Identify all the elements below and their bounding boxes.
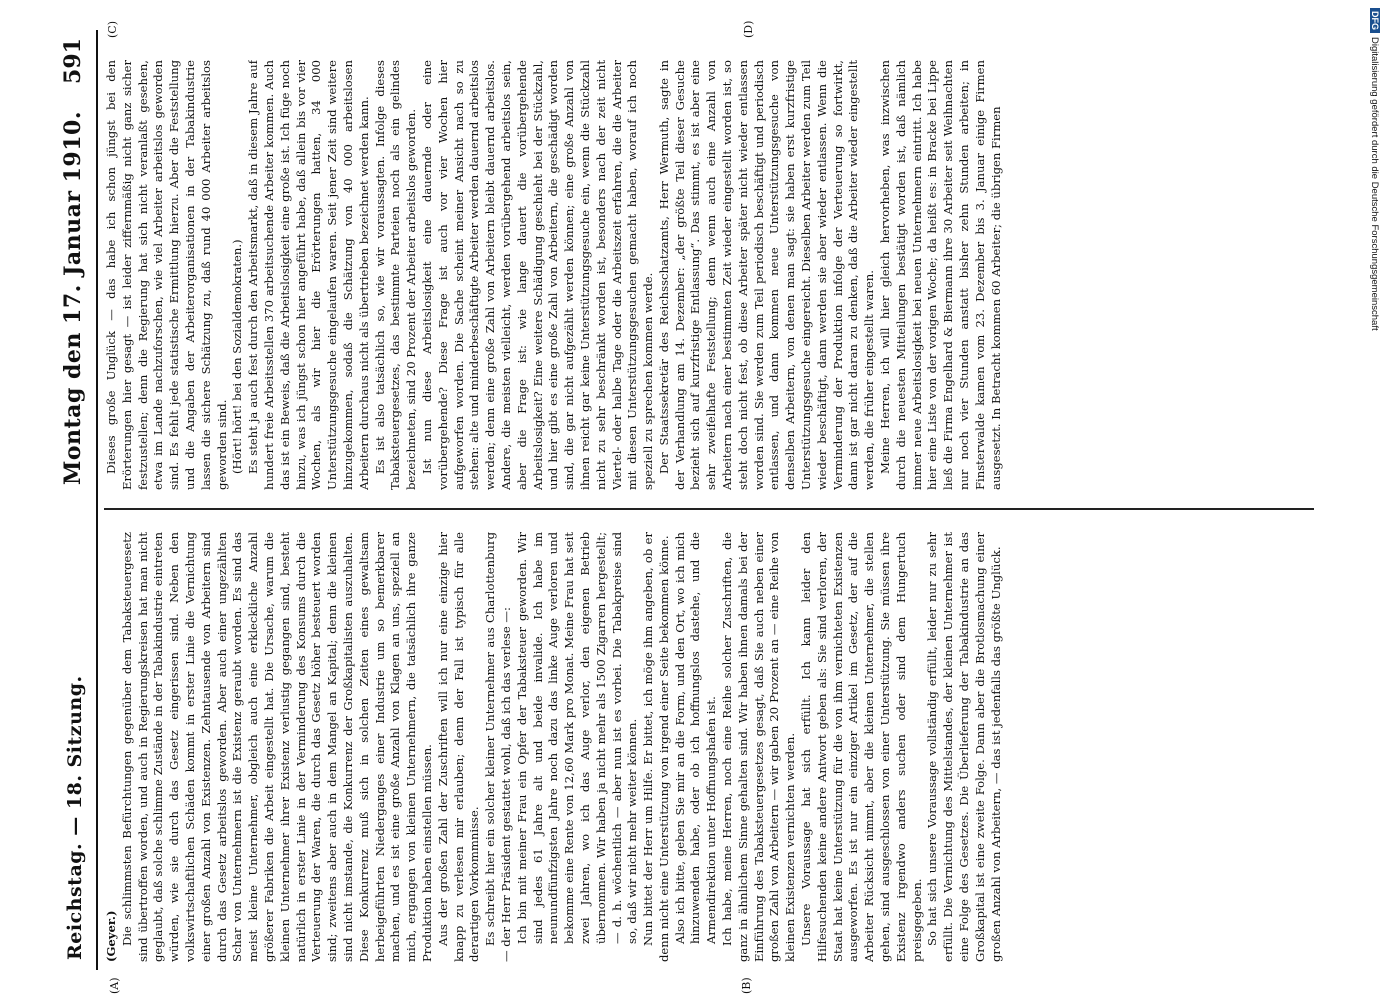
- paragraph: Der Staatssekretär des Reichsschatzamts, Herr Wermuth, sagte in der Verhandlung am 14. Dezember: „der größte Teil dieser Gesuche bezieht sich auf kurzfristige Entlassung“. Das stimmt, es ist aber eine sehr zweifelhafte Feststellung; denn wenn auch eine Anzahl von Arbeitern nach einer bestimmten Zeit wieder eingestellt worden ist, so steht doch nicht fest, ob diese Arbeiter später nicht wieder entlassen worden sind. Sie werden zum Teil periodisch beschäftigt und periodisch entlassen, und dann kommen neue Unterstützungsgesuche von denselben Arbeitern, von denen man sagt: sie haben erst kurzfristige Unterstützungsgesuche eingereicht. Dieselben Arbeiter werden zum Teil wieder beschäftigt, dann werden sie aber wieder entlassen. Wenn die Verminderung der Produktion infolge der Verteuerung so fortwirkt, dann ist gar nicht daran zu denken, daß die Arbeiter wieder eingestellt werden, die früher eingestellt waren.: [656, 60, 877, 490]
- scanned-page: [46, 20, 1336, 994]
- header-session: Reichstag. — 18. Sitzung.: [64, 675, 86, 960]
- page-number: 591: [60, 38, 86, 84]
- column-divider: [104, 509, 1314, 511]
- margin-marker-d: (D): [742, 20, 755, 38]
- quoted-letter: Ich bin mit meiner Frau ein Opfer der Tabaksteuer geworden. Wir sind jedes 61 Jahre alt und beide invalide. Ich habe im neunundfünfzigsten Jahre noch dazu das linke Auge verloren und bekomme eine Rente von 12,60 Mark pro Monat. Meine Frau hat seit zwei Jahren, wo ich das Auge verlor, den eigenen Betrieb übernommen. Wir haben ja nicht mehr als 1500 Zigarren hergestellt; — d. h. wöchentlich — aber nun ist es vorbei. Die Tabakpreise sind so, daß wir nicht mehr weiter können.: [514, 532, 640, 944]
- quoted-letter: Also ich bitte, geben Sie mir an die Form, und den Ort, wo ich mich hinzuwenden habe, oder ob ich hoffnungslos dastehe, und die Armendirektion unter Hoffnungshafen ist.: [672, 532, 719, 944]
- paragraph: Die schlimmsten Befürchtungen gegenüber dem Tabaksteuergesetz sind übertroffen worden, und auch in Regierungskreisen hat man nicht geglaubt, daß solche schlimme Zustände in der Tabakindustrie eintreten würden, wie sie durch das Gesetz eingerissen sind. Neben den volkswirtschaftlichen Schäden kommt in erster Linie die Vernichtung einer großen Anzahl von Existenzen. Zehntausende von Arbeitern sind durch das Gesetz arbeitslos geworden. Aber auch einer ungezählten Schar von Unternehmern ist die Existenz geraubt worden. Es sind das meist kleine Unternehmer, obgleich auch eine erkleckliche Anzahl größerer Fabriken die Arbeit eingestellt hat. Die Ursache, warum die kleinen Unternehmer ihrer Existenz verlustig gegangen sind, besteht natürlich in erster Linie in der Verminderung des Konsums durch die Verteuerung der Waren, die durch das Gesetz höher besteuert worden sind; zweitens aber auch in dem Mangel an Kapital; denn die kleinen sind nicht imstande, die Konkurrenz der Großkapitalisten auszuhalten. Diese Konkurrenz muß sich in solchen Zeiten eines gewaltsam herbeigeführten Niederganges einer Industrie um so bemerkbarer machen, und es ist eine große Anzahl von Klagen an uns, speziell an mich, ergangen von kleinen Unternehmern, die tatsächlich ihre ganze Produktion haben einstellen müssen.: [119, 532, 434, 962]
- paragraph: Dieses große Unglück — das habe ich schon jüngst bei den Erörterungen hier gesagt — ist leider ziffernmäßig nicht ganz sicher festzustellen; denn die Regierung hat sich nicht veranlaßt gesehen, etwa im Lande nachzuforschen, wie viel Arbeiter arbeitslos geworden sind. Es fehlt jede statistische Ermittlung hierzu. Aber die Feststellung und die Angaben der Arbeiterorganisationen in der Tabakindustrie lassen die sichere Schätzung zu, daß rund 40 000 Arbeiter arbeitslos geworden sind.: [104, 60, 229, 490]
- header-rule: [96, 30, 98, 970]
- interjection: (Hört! hört! bei den Sozialdemokraten.): [230, 239, 245, 474]
- left-text-column: [104, 532, 1319, 962]
- paragraph: Aus der großen Zahl der Zuschriften will ich nur eine einzige hier knapp zu verlesen mir erlauben; denn der Fall ist typisch für alle derartigen Vorkommnisse.: [435, 532, 482, 962]
- paragraph: Ist nun diese Arbeitslosigkeit eine dauernde oder eine vorübergehende? Diese Frage ist auch vor vier Wochen hier aufgeworfen worden. Die Sache scheint meiner Ansicht nach so zu stehen: alte und minderbeschäftigte Arbeiter werden dauernd arbeitslos werden; denn eine große Zahl von Arbeitern bleibt dauernd arbeitslos. Andere, die meisten vielleicht, werden vorübergehend arbeitslos sein, aber die Frage ist: wie lange dauert die vorübergehende Arbeitslosigkeit? Eine weitere Schädigung geschieht bei der Stückzahl, und hier gibt es eine große Zahl von Arbeitern, die geschädigt worden sind, die gar nicht aufgezählt werden können; eine große Anzahl von ihnen reicht gar keine Unterstützungsgesuche ein, wenn die Stückzahl nicht zu sehr beschränkt worden ist, besonders nach der zeit nicht Viertel- oder halbe Tage oder die Arbeitszeit erfahren, die die Arbeiter mit diesen Unterstützungsgesuchen gemacht haben, worauf ich noch speziell zu sprechen kommen werde.: [419, 60, 656, 490]
- credit-label: Digitalisierung gefördert durch die Deutsche Forschungsgemeinschaft: [1369, 37, 1380, 331]
- paragraph: Nun bittet der Herr um Hilfe. Er bittet, ich möge ihm angeben, ob er denn nicht eine Unterstützung von irgend einer Seite bekommen könne.: [641, 532, 671, 962]
- margin-marker-b: (B): [740, 977, 753, 994]
- right-text-column: [104, 60, 1319, 490]
- header-date: Montag den 17. Januar 1910.: [60, 111, 86, 485]
- paragraph: Es ist also tatsächlich so, wie wir voraussagten. Infolge dieses Tabaksteuergesetzes, das bestimmte Parteien noch als ein gelindes bezeichneten, sind 20 Prozent der Arbeiter arbeitslos geworden.: [372, 60, 419, 490]
- paragraph: Meine Herren, ich will hier gleich hervorheben, was inzwischen durch die neuesten Mitteilungen bestätigt worden ist, daß nämlich immer neue Arbeitslosigkeit bei neuen Unternehmern eintritt. Ich habe hier eine Liste von der vorigen Woche; da heißt es: in Bracke bei Lippe ließ die Firma Engelhard & Biermann ihre 30 Arbeiter seit Weihnachten nur noch vier Stunden anstatt bisher zehn Stunden arbeiten; in Finsterwalde kamen vom 23. Dezember bis 3. Januar einige Firmen ausgesetzt. In Betracht kommen 60 Arbeiter; die übrigen Firmen: [878, 60, 1003, 490]
- credit-text: [1369, 8, 1380, 331]
- paragraph: So hat sich unsere Voraussage vollständig erfüllt, leider nur zu sehr erfüllt. Die Vernichtung des Mittelstandes, der kleinen Unternehmer ist eine Folge des Gesetzes. Die Überlieferung der Tabakindustrie an das Großkapital ist eine zweite Folge. Dann aber die Brotlosmachung einer großen Anzahl von Arbeitern, — das ist jedenfalls das größte Unglück.: [925, 532, 1003, 962]
- paragraph: Ich habe, meine Herren, noch eine Reihe solcher Zuschriften, die ganz in ähnlichem Sinne gehalten sind. Wir haben ihnen damals bei der Einführung des Tabaksteuergesetzes gesagt, daß Sie auch neben einer großen Zahl von Arbeitern — wir gaben 20 Prozent an — eine Reihe von kleinen Existenzen vernichten werden.: [720, 532, 798, 962]
- dfg-logo: DFG: [1370, 8, 1380, 33]
- paragraph: Es schreibt hier ein solcher kleiner Unternehmer aus Charlottenburg — der Herr Präsident gestattet wohl, daß ich das verlese —:: [483, 532, 513, 962]
- speaker-label: (Geyer.): [104, 910, 118, 962]
- page-header: [46, 20, 94, 980]
- paragraph: Es steht ja auch fest durch den Arbeitsmarkt, daß in diesem Jahre auf hundert freie Arbeitsstellen 370 arbeitsuchende Arbeiter kommen. Auch das ist ein Beweis, daß die Arbeitslosigkeit eine große ist. Ich füge noch hinzu, was ich jüngst schon hier angeführt habe, daß allein bis vor vier Wochen, als wir hier die Erörterungen hatten, 34 000 Unterstützungsgesuche eingelaufen waren. Seit jener Zeit sind weitere hinzugekommen, sodaß die Schätzung von 40 000 arbeitslosen Arbeitern durchaus nicht als übertrieben bezeichnet werden kann.: [246, 60, 371, 490]
- margin-marker-c: (C): [106, 21, 119, 38]
- paragraph: Unsere Voraussage hat sich erfüllt. Ich kann leider den Hilfesuchenden keine andere Antwort geben als: Sie sind verloren, der Staat hat keine Unterstützung für die von ihm vernichteten Existenzen ausgeworfen. Es ist nur ein einziger Artikel im Gesetz, der auf die Arbeiter Rücksicht nimmt, aber die kleinen Unternehmer, die stellen gehen, sind ausgeschlossen von einer Unterstützung. Sie müssen ihre Existenz irgendwo anders suchen oder sind dem Hungertuch preisgegeben.: [799, 532, 924, 962]
- digitization-credit: [1358, 0, 1383, 1000]
- margin-marker-a: (A): [108, 977, 121, 994]
